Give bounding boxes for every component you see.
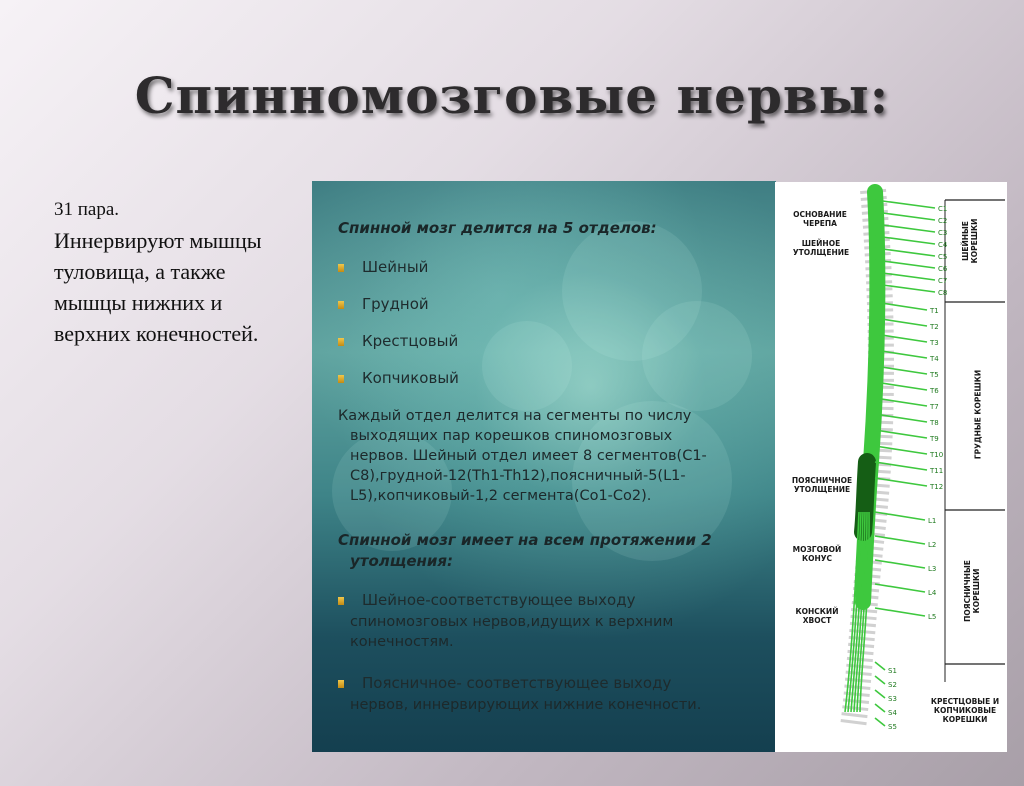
segment-label: T3 — [930, 339, 939, 347]
nerve-root — [875, 662, 885, 670]
segment-label: C6 — [938, 265, 948, 273]
segment-label: S5 — [888, 723, 897, 731]
bullet-icon — [338, 338, 344, 346]
segment-label: C3 — [938, 229, 948, 237]
segment-label: T12 — [930, 483, 944, 491]
bullet-icon — [338, 375, 344, 383]
innervation-text-line-3: мышцы нижних и — [54, 290, 223, 315]
segment-label: L4 — [928, 589, 937, 597]
segment-label: T11 — [930, 467, 944, 475]
spinal-cord-diagram — [775, 182, 1007, 752]
segment-label: T5 — [930, 371, 939, 379]
segment-label: T4 — [930, 355, 939, 363]
info-panel — [312, 181, 776, 752]
segment-label: L3 — [928, 565, 937, 573]
segment-label: T8 — [930, 419, 939, 427]
label-sacral-roots: КРЕСТЦОВЫЕ И КОПЧИКОВЫЕ КОРЕШКИ — [930, 697, 1000, 724]
label-lumbar-thickening: ПОЯСНИЧНОЕ УТОЛЩЕНИЕ — [791, 476, 853, 494]
label-cervical-thickening: ШЕЙНОЕ УТОЛЩЕНИЕ — [792, 239, 850, 257]
bokeh-circle — [642, 301, 752, 411]
segment-label: T9 — [930, 435, 939, 443]
thickenings-heading: Спинной мозг имеет на всем протяжении 2 — [338, 531, 712, 549]
bullet-icon — [338, 597, 344, 605]
division-item: Крестцовый — [338, 332, 458, 350]
nerve-root — [875, 560, 925, 568]
segment-label: L2 — [928, 541, 937, 549]
nerve-root — [875, 718, 885, 726]
segment-label: L1 — [928, 517, 937, 525]
nerve-root — [875, 690, 885, 698]
divisions-heading: Спинной мозг делится на 5 отделов: — [338, 219, 657, 237]
bullet-icon — [338, 264, 344, 272]
segment-label: C8 — [938, 289, 948, 297]
segments-paragraph-line: С8),грудной-12(Th1-Th12),поясничный-5(L1- — [350, 468, 686, 484]
thickening-item-line: нервов, иннервирующих нижние конечности. — [350, 697, 702, 713]
thickenings-heading-cont: утолщения: — [350, 552, 454, 570]
segment-label: C7 — [938, 277, 948, 285]
bullet-icon — [338, 301, 344, 309]
segments-paragraph-line: выходящих пар корешков спиномозговых — [350, 428, 673, 444]
bokeh-circle — [482, 321, 572, 411]
segments-paragraph-line: L5),копчиковый-1,2 сегмента(Со1-Со2). — [350, 488, 652, 504]
label-conus: МОЗГОВОЙ КОНУС — [792, 545, 842, 563]
nerve-root — [875, 584, 925, 592]
division-item: Шейный — [338, 258, 428, 276]
segment-label: C2 — [938, 217, 948, 225]
bullet-icon — [338, 680, 344, 688]
nerve-root — [875, 512, 925, 520]
segments-paragraph-line: нервов. Шейный отдел имеет 8 сегментов(С1- — [350, 448, 707, 464]
segment-label: S3 — [888, 695, 897, 703]
segment-label: L5 — [928, 613, 937, 621]
thickening-item-line: конечностям. — [350, 634, 454, 650]
segment-label: S1 — [888, 667, 897, 675]
segment-label: S2 — [888, 681, 897, 689]
segment-label: C4 — [938, 241, 948, 249]
division-item: Грудной — [338, 295, 429, 313]
pairs-count-text: 31 пара. — [54, 199, 120, 220]
segment-label: C1 — [938, 205, 948, 213]
nerve-root — [875, 414, 927, 422]
thickening-item-lumbar: Поясничное- соответствующее выходу — [338, 674, 671, 692]
segment-label: C5 — [938, 253, 948, 261]
innervation-text-line-1: Иннервируют мышцы — [54, 228, 262, 253]
label-cauda-equina: КОНСКИЙ ХВОСТ — [795, 607, 839, 625]
innervation-text-line-2: туловища, а также — [54, 259, 226, 284]
slide-title: Спинномозговые нервы: — [134, 66, 890, 125]
label-lumbar-roots: ПОЯСНИЧНЫЕ КОРЕШКИ — [963, 560, 981, 622]
label-cervical-roots: ШЕЙНЫЕ КОРЕШКИ — [961, 218, 979, 264]
label-skull-base: ОСНОВАНИЕ ЧЕРЕПА — [793, 210, 847, 228]
segment-label: T2 — [930, 323, 939, 331]
thickening-item-line: спиномозговых нервов,идущих к верхним — [350, 614, 674, 630]
nerve-root — [875, 608, 925, 616]
segment-label: T1 — [930, 307, 939, 315]
left-text-block — [54, 194, 314, 349]
nerve-root — [875, 704, 885, 712]
division-item: Копчиковый — [338, 369, 459, 387]
segment-label: S4 — [888, 709, 897, 717]
thickening-item-cervical: Шейное-соответствующее выходу — [338, 591, 635, 609]
label-thoracic-roots: ГРУДНЫЕ КОРЕШКИ — [973, 369, 983, 460]
nerve-root — [875, 676, 885, 684]
segment-label: T10 — [930, 451, 944, 459]
segment-label: T6 — [930, 387, 939, 395]
innervation-text-line-4: верхних конечностей. — [54, 321, 259, 346]
segment-label: T7 — [930, 403, 939, 411]
segments-paragraph-line: Каждый отдел делится на сегменты по числу — [338, 408, 692, 424]
